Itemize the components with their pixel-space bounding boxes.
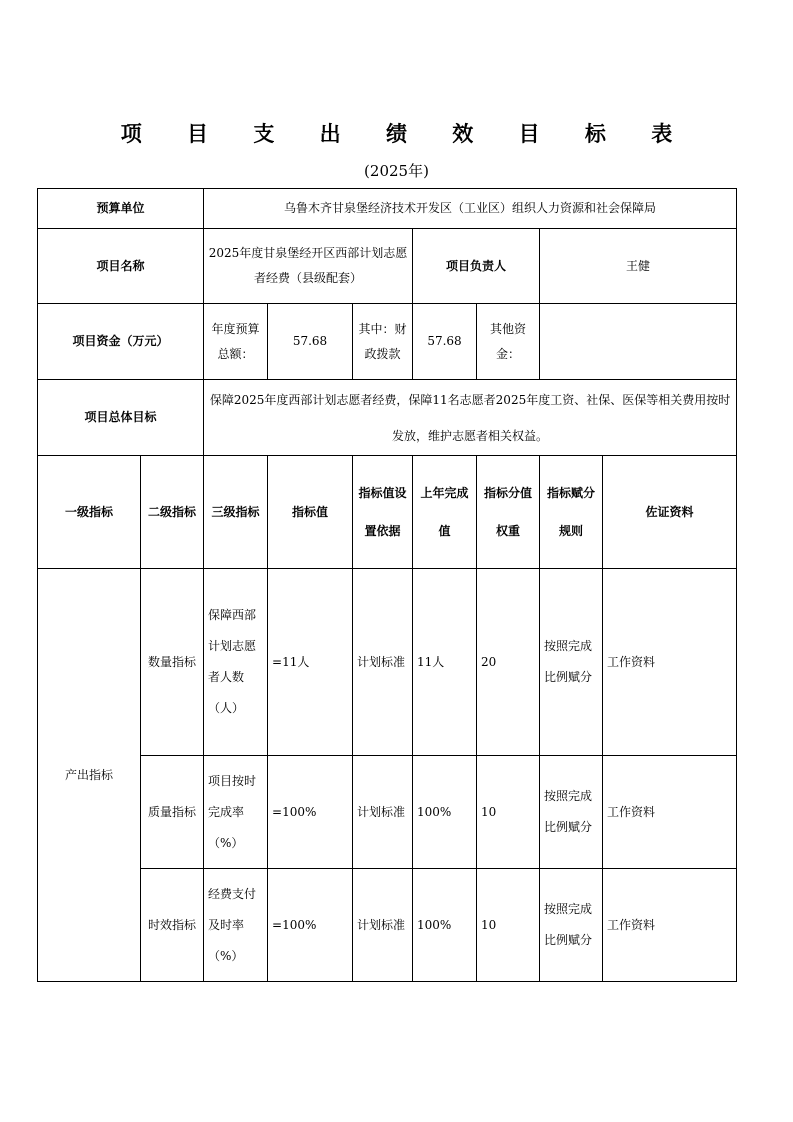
indicator-basis: 计划标准 (353, 569, 413, 756)
indicator-basis: 计划标准 (353, 756, 413, 869)
funds-label: 项目资金（万元） (38, 304, 204, 380)
header-level2: 二级指标 (141, 456, 204, 569)
budget-unit-label: 预算单位 (38, 189, 204, 229)
performance-table (37, 188, 737, 982)
project-name-label: 项目名称 (38, 229, 204, 304)
other-funds-value (540, 304, 737, 380)
project-funds-row (38, 304, 737, 380)
level2-indicator: 时效指标 (141, 869, 204, 982)
level3-indicator: 保障西部计划志愿者人数（人） (204, 569, 268, 756)
evidence: 工作资料 (603, 869, 737, 982)
other-funds-label: 其他资金： (477, 304, 540, 380)
budget-unit-row (38, 189, 737, 229)
indicator-weight: 20 (477, 569, 540, 756)
level1-indicator: 产出指标 (38, 569, 141, 982)
project-name-value: 2025年度甘泉堡经开区西部计划志愿者经费（县级配套） (204, 229, 413, 304)
page-title: 项 目 支 出 绩 效 目 标 表 (120, 122, 692, 146)
project-leader-label: 项目负责人 (413, 229, 540, 304)
last-year-value: 100% (413, 756, 477, 869)
fiscal-value: 57.68 (413, 304, 477, 380)
annual-budget-label: 年度预算总额： (204, 304, 268, 380)
evidence: 工作资料 (603, 569, 737, 756)
project-leader-value: 王健 (540, 229, 737, 304)
header-rule: 指标赋分规则 (540, 456, 603, 569)
table-row (38, 756, 737, 869)
indicator-value: =100% (268, 869, 353, 982)
indicator-weight: 10 (477, 756, 540, 869)
annual-budget-value: 57.68 (268, 304, 353, 380)
level3-indicator: 项目按时完成率（%） (204, 756, 268, 869)
header-basis: 指标值设置依据 (353, 456, 413, 569)
header-weight: 指标分值权重 (477, 456, 540, 569)
goal-label: 项目总体目标 (38, 380, 204, 456)
indicator-value: =11人 (268, 569, 353, 756)
header-evidence: 佐证资料 (603, 456, 737, 569)
header-last-year: 上年完成值 (413, 456, 477, 569)
level2-indicator: 数量指标 (141, 569, 204, 756)
overall-goal-row (38, 380, 737, 456)
header-level1: 一级指标 (38, 456, 141, 569)
year-note: (2025年) (364, 162, 429, 180)
project-name-row (38, 229, 737, 304)
last-year-value: 100% (413, 869, 477, 982)
scoring-rule: 按照完成比例赋分 (540, 569, 603, 756)
table-row (38, 869, 737, 982)
indicator-weight: 10 (477, 869, 540, 982)
header-row (38, 456, 737, 569)
level3-indicator: 经费支付及时率（%） (204, 869, 268, 982)
level2-indicator: 质量指标 (141, 756, 204, 869)
indicator-basis: 计划标准 (353, 869, 413, 982)
goal-value: 保障2025年度西部计划志愿者经费，保障11名志愿者2025年度工资、社保、医保等相关费用按时发放，维护志愿者相关权益。 (204, 380, 737, 456)
fiscal-label: 其中：财政拨款 (353, 304, 413, 380)
scoring-rule: 按照完成比例赋分 (540, 869, 603, 982)
budget-unit-value: 乌鲁木齐甘泉堡经济技术开发区（工业区）组织人力资源和社会保障局 (204, 189, 737, 229)
evidence: 工作资料 (603, 756, 737, 869)
indicator-value: =100% (268, 756, 353, 869)
header-level3: 三级指标 (204, 456, 268, 569)
table-row (38, 569, 737, 756)
scoring-rule: 按照完成比例赋分 (540, 756, 603, 869)
header-value: 指标值 (268, 456, 353, 569)
last-year-value: 11人 (413, 569, 477, 756)
